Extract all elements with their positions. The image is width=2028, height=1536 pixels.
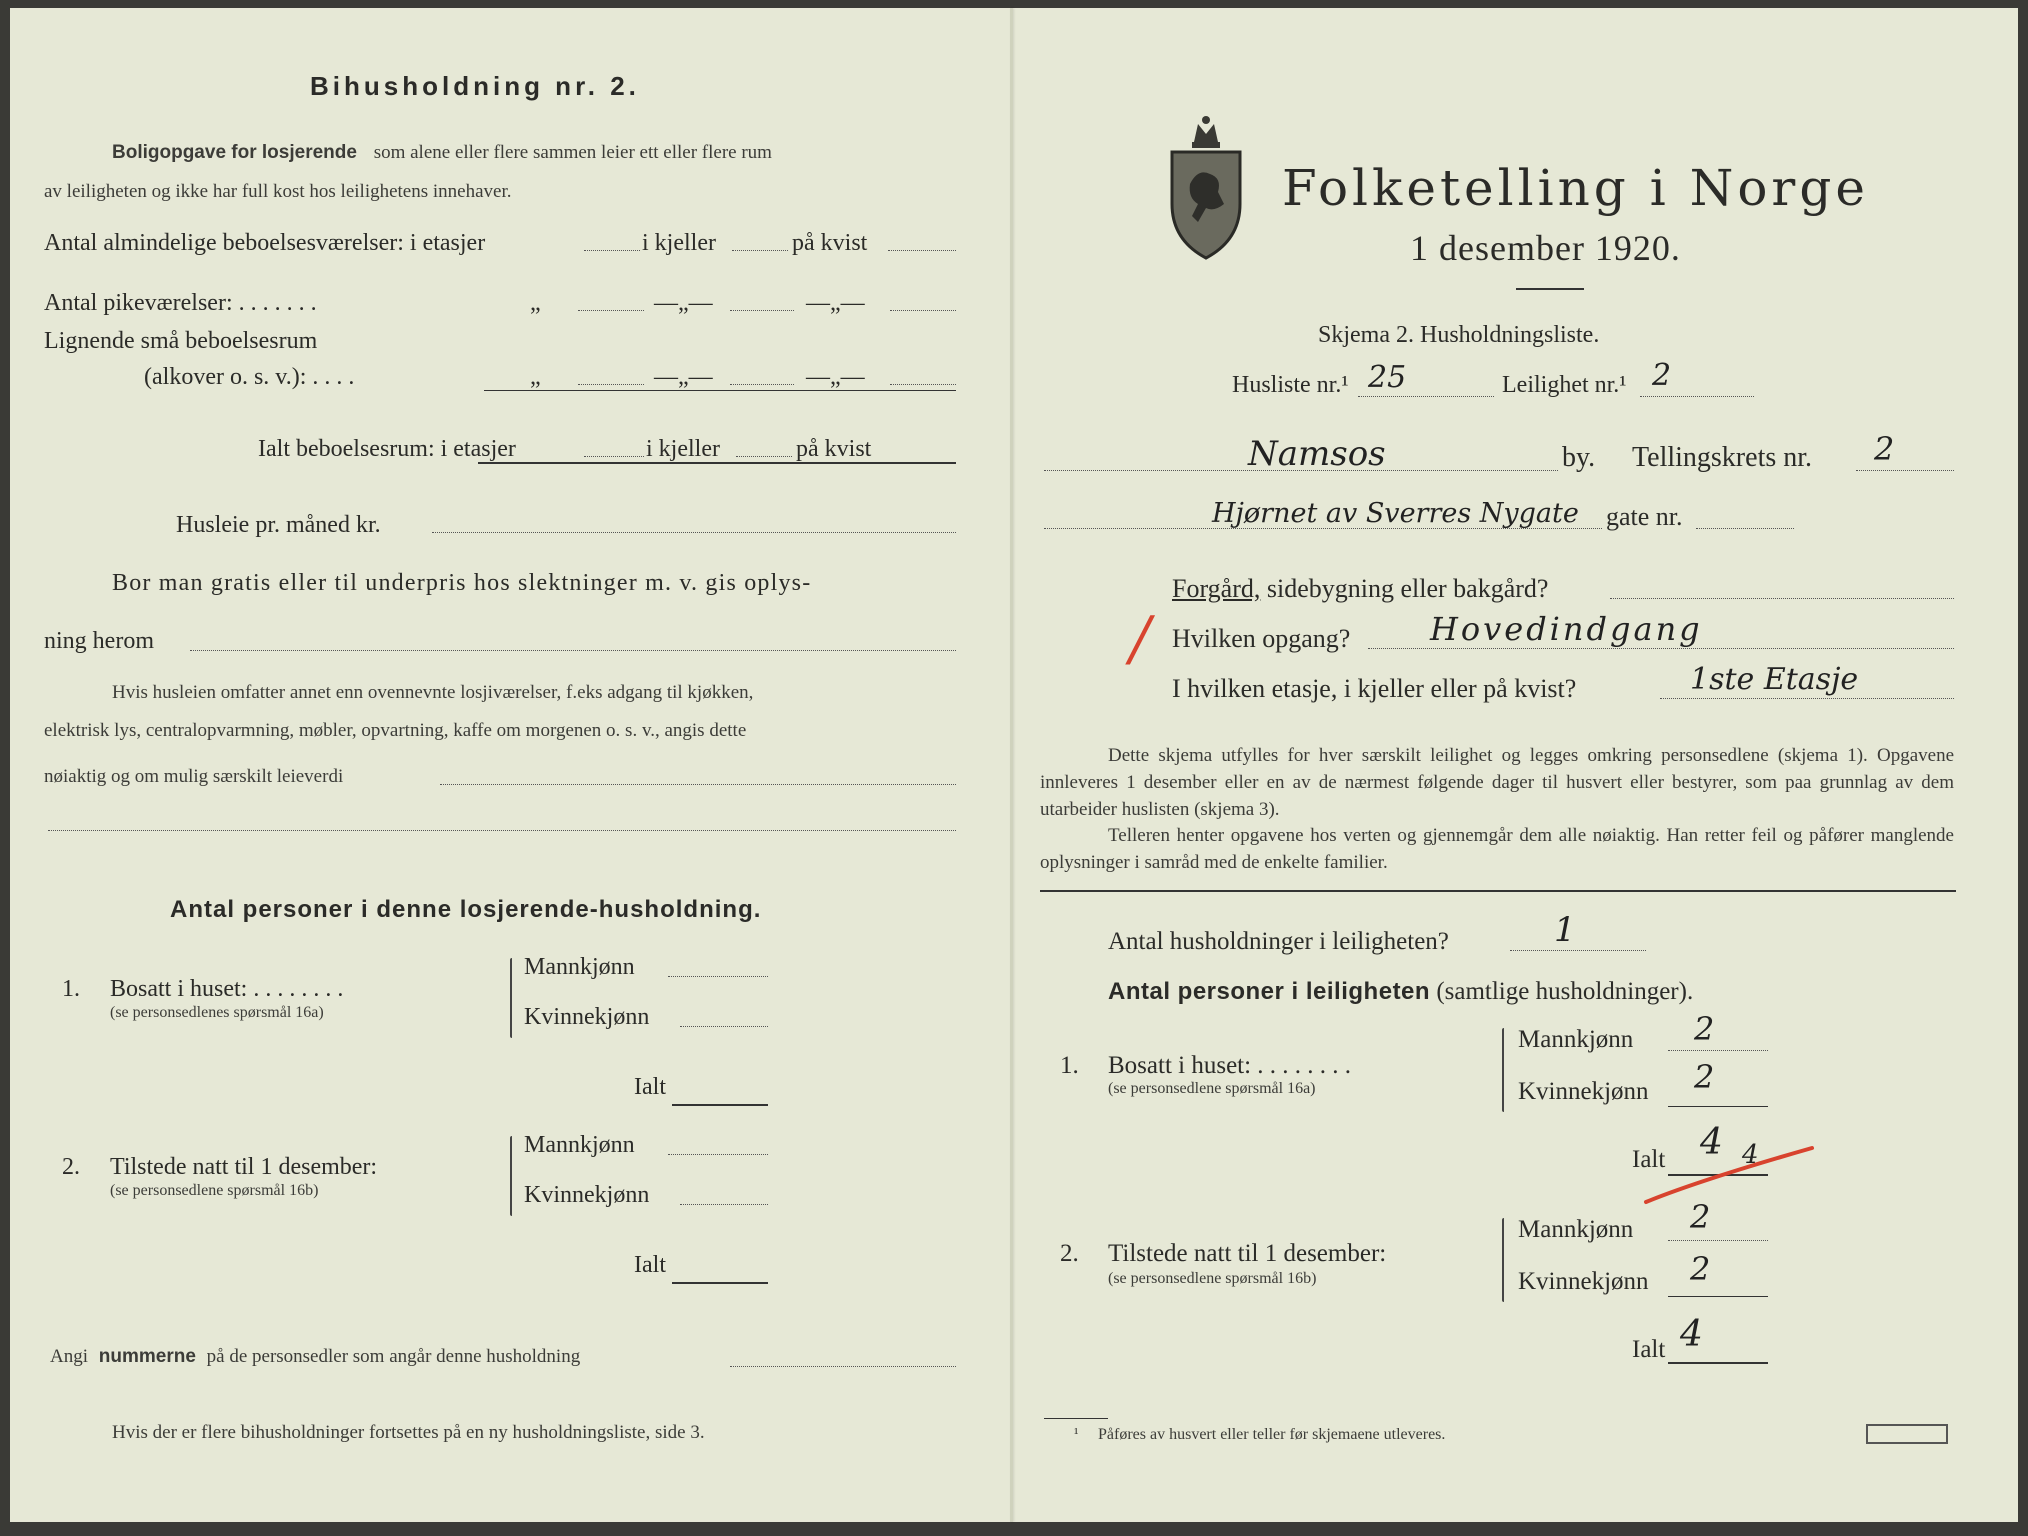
right-q1-kvinne-label: Kvinnekjønn [1518, 1078, 1649, 1105]
note-field[interactable] [440, 784, 956, 785]
left-q2-ialt-label: Ialt [634, 1252, 666, 1278]
alkover-ditto: „ [530, 364, 541, 390]
pike-kvist-field[interactable] [890, 310, 956, 311]
lignende-label: Lignende små beboelsesrum [44, 328, 318, 354]
left-title: Bihusholdning nr. 2. [310, 71, 640, 101]
left-q2-kvinne-field[interactable] [680, 1204, 768, 1205]
forgaard-rest: sidebygning eller bakgård? [1266, 574, 1549, 603]
footnote-mark: ¹ [1074, 1426, 1079, 1442]
leilighet-value[interactable]: 2 [1652, 358, 1672, 393]
census-date: 1 desember 1920. [1410, 228, 1681, 268]
etasje-field [1660, 698, 1954, 699]
right-q1-kvinne-field [1668, 1106, 1768, 1107]
right-q1-mann-field [1668, 1050, 1768, 1051]
opgang-field [1368, 648, 1954, 649]
left-q2-brace [510, 1136, 512, 1216]
left-q1-brace [510, 958, 512, 1038]
right-q1-mann-label: Mannkjønn [1518, 1026, 1634, 1053]
gate-nr-field[interactable] [1696, 528, 1794, 529]
right-q1-num: 1. [1060, 1052, 1079, 1079]
alkover-label: (alkover o. s. v.): . . . . [144, 364, 355, 390]
left-q2-label: Tilstede natt til 1 desember: [110, 1154, 378, 1180]
right-q2-mann-label: Mannkjønn [1518, 1216, 1634, 1243]
note-field-2[interactable] [48, 830, 956, 831]
left-q1-ialt-label: Ialt [634, 1074, 666, 1100]
ialt-rooms-label: Ialt beboelsesrum: i etasjer [258, 436, 516, 462]
ialt-kjeller-field[interactable] [736, 456, 792, 457]
persons-heading-rest: (samtlige husholdninger). [1436, 978, 1694, 1005]
right-q1-ref: (se personsedlene spørsmål 16a) [1108, 1080, 1316, 1097]
instructions-rule [1040, 890, 1956, 892]
left-persons-heading: Antal personer i denne losjerende-husholdning. [170, 896, 762, 923]
footnote-rule [1044, 1418, 1108, 1419]
pike-ditto: „ [530, 290, 541, 316]
opgang-label: Hvilken opgang? [1172, 624, 1351, 653]
intro-text: som alene eller flere sammen leier ett eller flere rum [373, 142, 772, 163]
right-q2-mann-field [1668, 1240, 1768, 1241]
alkover-etasjer-field[interactable] [578, 384, 644, 385]
husliste-value[interactable]: 25 [1368, 360, 1407, 395]
city-field [1044, 470, 1558, 471]
city-value[interactable]: Namsos [1248, 434, 1386, 474]
right-q2-num: 2. [1060, 1240, 1079, 1267]
ialt-etasjer-field[interactable] [584, 456, 644, 457]
left-footer: Hvis der er flere bihusholdninger fortsettes på en ny husholdningsliste, side 3. [112, 1422, 705, 1443]
title-rule [1516, 288, 1584, 290]
right-q2-ialt-value[interactable]: 4 [1680, 1314, 1703, 1355]
forgaard-field[interactable] [1610, 598, 1954, 599]
krets-field [1856, 470, 1954, 471]
note-line3: nøiaktig og om mulig særskilt leieverdi [44, 766, 344, 787]
rooms-kvist-label: på kvist [792, 230, 868, 256]
gratis-field[interactable] [190, 650, 956, 651]
right-q1-kvinne-value[interactable]: 2 [1694, 1058, 1715, 1096]
right-q2-kvinne-field [1668, 1296, 1768, 1297]
etasje-label: I hvilken etasje, i kjeller eller på kvist? [1172, 674, 1577, 703]
red-correction-stroke [1640, 1140, 1820, 1210]
left-q1-mann-label: Mannkjønn [524, 954, 635, 980]
right-q2-kvinne-value[interactable]: 2 [1690, 1250, 1711, 1288]
right-q1-ialt-extra: 4 [1742, 1140, 1759, 1170]
note-line1: Hvis husleien omfatter annet enn ovennevnte losjiværelser, f.eks adgang til kjøkken, [112, 682, 754, 703]
husleie-label: Husleie pr. måned kr. [176, 512, 381, 538]
pike-kjeller-field[interactable] [730, 310, 794, 311]
persons-heading-bold: Antal personer i leiligheten [1108, 978, 1431, 1005]
left-q1-kvinne-field[interactable] [680, 1026, 768, 1027]
etasje-value[interactable]: 1ste Etasje [1690, 662, 1859, 697]
ialt-kjeller-label: i kjeller [646, 436, 720, 462]
red-margin-mark: / [1130, 604, 1151, 674]
rooms-kjeller-field[interactable] [732, 250, 788, 251]
angi-bold: nummerne [98, 1346, 196, 1367]
left-q2-ref: (se personsedlene spørsmål 16b) [110, 1182, 319, 1199]
right-q2-ialt-label: Ialt [1632, 1336, 1666, 1363]
right-q2-label: Tilstede natt til 1 desember: [1108, 1240, 1387, 1267]
right-q1-brace [1502, 1028, 1504, 1112]
right-q1-mann-value[interactable]: 2 [1694, 1010, 1715, 1048]
leilighet-field [1640, 396, 1754, 397]
intro-line2: av leiligheten og ikke har full kost hos leilighetens innehaver. [44, 181, 512, 202]
subtotal-rule [484, 390, 956, 391]
norway-coat-of-arms-icon [1164, 112, 1248, 262]
schema-label: Skjema 2. Husholdningsliste. [1318, 322, 1600, 348]
alkover-ditto-kjeller: —„— [654, 364, 713, 390]
by-label: by. [1562, 442, 1596, 473]
right-q2-mann-value[interactable]: 2 [1690, 1198, 1711, 1236]
households-field [1510, 950, 1646, 951]
left-q1-num: 1. [62, 976, 80, 1002]
gratis-line1: Bor man gratis eller til underpris hos slektninger m. v. gis oplys- [112, 570, 812, 596]
right-q1-label: Bosatt i huset: . . . . . . . . [1108, 1052, 1352, 1079]
leilighet-label: Leilighet nr.¹ [1502, 372, 1627, 398]
angi-pre: Angi [50, 1346, 88, 1367]
left-q2-ialt-field[interactable] [672, 1282, 768, 1284]
left-q2-kvinne-label: Kvinnekjønn [524, 1182, 650, 1208]
husleie-field[interactable] [432, 532, 956, 533]
right-q2-ialt-field [1668, 1362, 1768, 1364]
right-q1-ialt-value[interactable]: 4 [1700, 1122, 1723, 1163]
alkover-kvist-field[interactable] [890, 384, 956, 385]
angi-rest: på de personsedler som angår denne husholdning [206, 1346, 581, 1367]
households-value[interactable]: 1 [1554, 910, 1576, 950]
rooms-label: Antal almindelige beboelsesværelser: i etasjer [44, 230, 486, 256]
pike-ditto-kjeller: —„— [654, 290, 713, 316]
angi-field[interactable] [730, 1366, 956, 1367]
left-q1-ref: (se personsedlenes spørsmål 16a) [110, 1004, 324, 1021]
ialt-kvist-label: på kvist [796, 436, 872, 462]
street-value[interactable]: Hjørnet av Sverres Nygate [1212, 498, 1579, 529]
printer-stamp [1866, 1424, 1948, 1444]
pike-ditto-kvist: —„— [806, 290, 865, 316]
right-q2-brace [1502, 1218, 1504, 1302]
rooms-etasjer-field[interactable] [584, 250, 640, 251]
households-label: Antal husholdninger i leiligheten? [1108, 928, 1449, 955]
footnote-text: Påføres av husvert eller teller før skjemaene utleveres. [1098, 1426, 1446, 1443]
krets-value[interactable]: 2 [1874, 430, 1895, 468]
forgaard-option[interactable]: Forgård, [1172, 574, 1261, 603]
husliste-field [1358, 396, 1494, 397]
instructions-para1: Dette skjema utfylles for hver særskilt leilighet og legges omkring personsedlene (skjema 1). Opgavene innleveres 1 desember eller en av de nærmest følgende dager til husvert eller bestyrer, som paa grunnlag av dem utarbeider huslisten (skjema 3). [1040, 745, 1954, 820]
intro-bold: Boligopgave for losjerende [112, 142, 357, 163]
ialt-rule [478, 462, 956, 464]
right-q2-ref: (se personsedlene spørsmål 16b) [1108, 1270, 1317, 1287]
instructions-para2: Telleren henter opgavene hos verten og gjennemgår dem alle nøiaktig. Han retter feil og påfører manglende oplysninger i samråd med de enkelte familier. [1040, 825, 1954, 873]
left-q1-label: Bosatt i huset: . . . . . . . . [110, 976, 344, 1002]
left-q2-mann-label: Mannkjønn [524, 1132, 635, 1158]
left-q1-kvinne-label: Kvinnekjønn [524, 1004, 650, 1030]
alkover-ditto-kvist: —„— [806, 364, 865, 390]
krets-label: Tellingskrets nr. [1632, 442, 1813, 473]
alkover-kjeller-field[interactable] [730, 384, 794, 385]
pike-etasjer-field[interactable] [578, 310, 644, 311]
left-q2-mann-field[interactable] [668, 1154, 768, 1155]
left-q1-ialt-field[interactable] [672, 1104, 768, 1106]
page-fold [1010, 8, 1013, 1522]
right-title: Folketelling i Norge [1282, 159, 1869, 217]
rooms-kjeller-label: i kjeller [642, 230, 716, 256]
right-q2-kvinne-label: Kvinnekjønn [1518, 1268, 1649, 1295]
right-q1-ialt-label: Ialt [1632, 1146, 1666, 1173]
gratis-line2: ning herom [44, 628, 154, 654]
left-q1-mann-field[interactable] [668, 976, 768, 977]
note-line2: elektrisk lys, centralopvarmning, møbler, opvartning, kaffe om morgenen o. s. v., angis dette [44, 720, 747, 741]
gate-label: gate nr. [1606, 502, 1683, 531]
opgang-value[interactable]: Hovedindgang [1430, 610, 1703, 648]
husliste-label: Husliste nr.¹ [1232, 372, 1349, 398]
left-q2-num: 2. [62, 1154, 80, 1180]
rooms-kvist-field[interactable] [888, 250, 956, 251]
street-field [1044, 528, 1602, 529]
pike-label: Antal pikeværelser: . . . . . . . [44, 290, 317, 316]
